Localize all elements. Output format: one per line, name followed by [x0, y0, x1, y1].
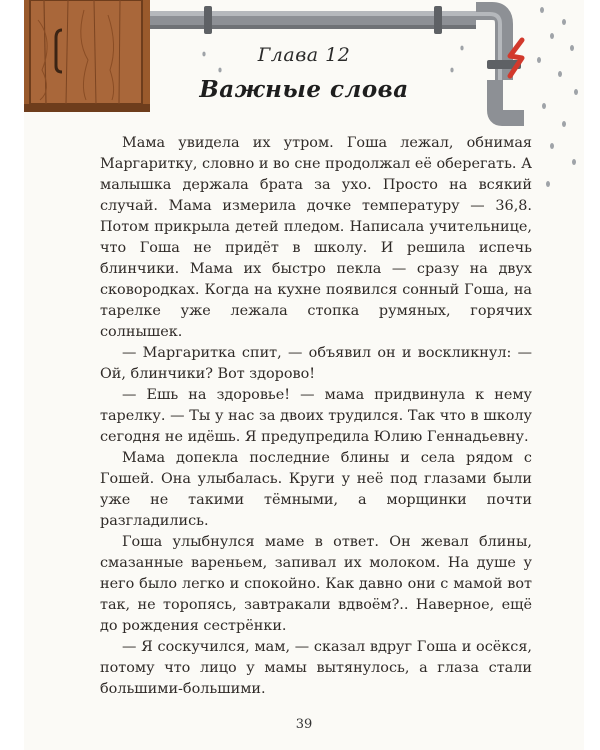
paragraph: — Ешь на здоровье! — мама придвинула к нему тарелку. — Ты у нас за двоих трудился. Так что в школу сегодня не идёшь. Я предупредила Юлию Геннадьевну.	[100, 387, 532, 445]
page-number: 39	[295, 717, 313, 732]
paragraph: — Маргаритка спит, — объявил он и воскликнул: — Ой, блинчики? Вот здорово!	[100, 345, 532, 382]
paragraph: Гоша улыбнулся маме в ответ. Он жевал блины, смазанные вареньем, запивал их молоком. На душе у него было легко и спокойно. Как давно они с мамой вот так, не торопясь, завтракали вдвоём?.. Наверное, ещё до рождения сестрёнки.	[100, 534, 532, 634]
paragraph: Мама допекла последние блины и села рядом с Гошей. Она улыбалась. Круги у неё под глазами были уже не такими тёмными, а морщинки почти разгладились.	[100, 450, 532, 529]
chapter-body	[100, 133, 532, 700]
paragraph: Мама увидела их утром. Гоша лежал, обнимая Маргаритку, словно и во сне продолжал её оберегать. А малышка держала брата за ухо. Просто на всякий случай. Мама измерила дочке температуру — 36,8. Потом прикрыла детей пледом. Написала учительнице, что Гоша не придёт в школу. И решила испечь блинчики. Мама их быстро пекла — сразу на двух сковородках. Когда на кухне появился сонный Гоша, на тарелке уже лежала стопка румяных, горячих солнышек.	[100, 135, 532, 340]
chapter-title: Важные слова	[199, 76, 409, 103]
chapter-number: Глава 12	[257, 44, 351, 66]
paragraph: — Я соскучился, мам, — сказал вдруг Гоша и осёкся, потому что лицо у мамы вытянулось, а глаза стали большими-большими.	[100, 639, 532, 697]
book-page	[24, 0, 584, 750]
